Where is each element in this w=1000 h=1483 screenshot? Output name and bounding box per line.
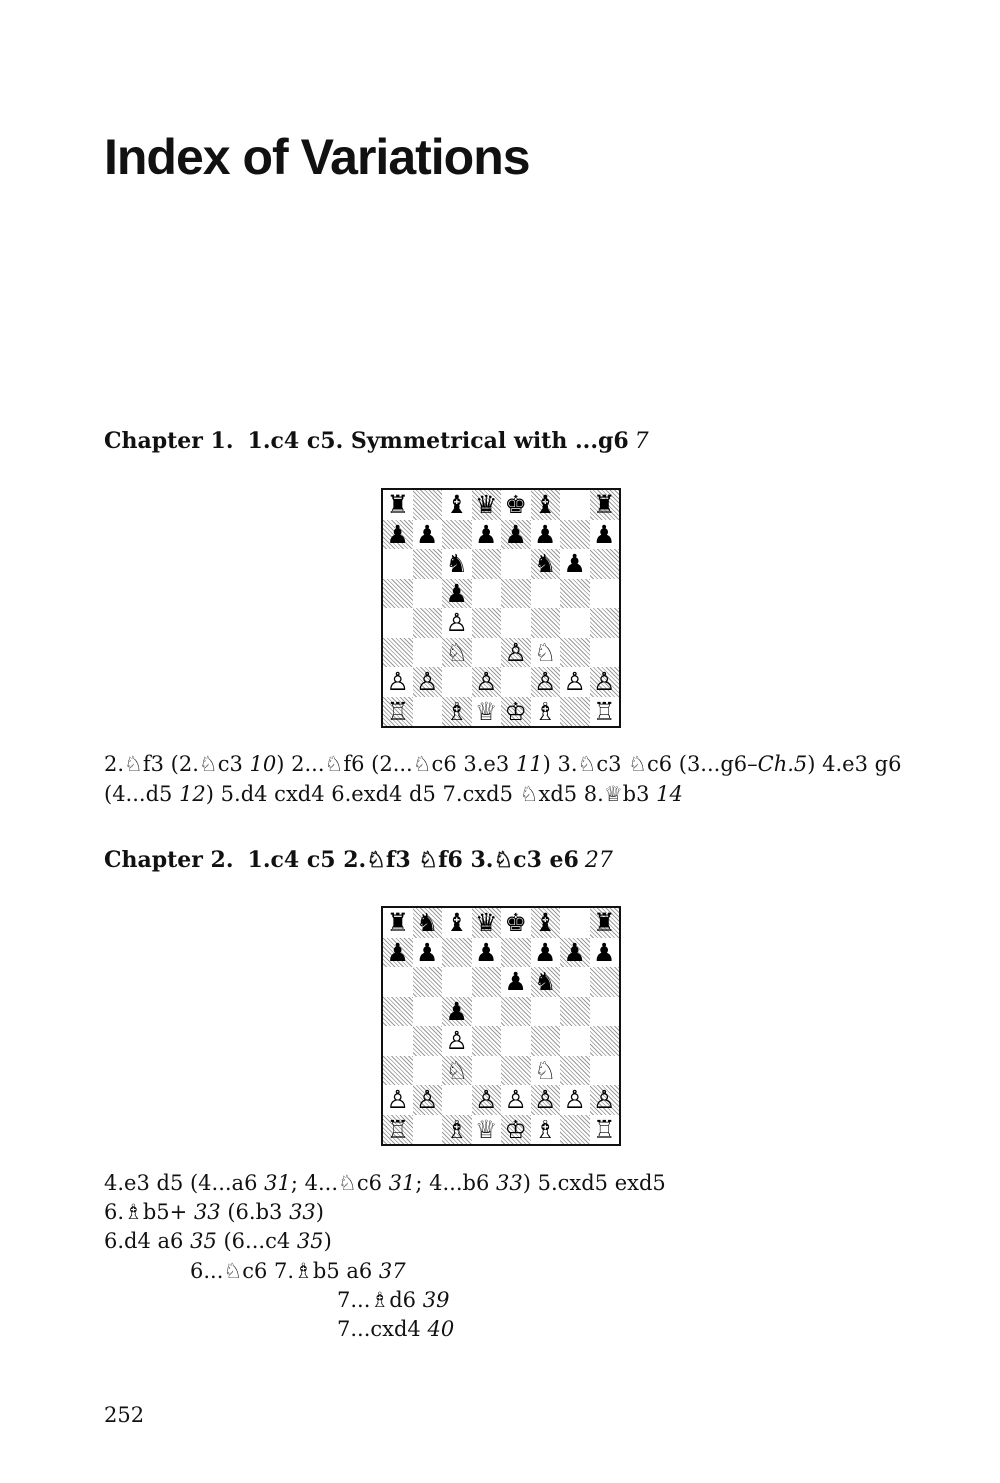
variation-line: 6...♘c6 7.♗b5 a6 37	[190, 1259, 406, 1283]
square-b8	[413, 908, 443, 938]
square-c2	[442, 1085, 472, 1115]
chess-piece-icon: ♟	[416, 937, 439, 967]
chess-piece-icon: ♔	[504, 1114, 527, 1144]
chess-piece-icon: ♙	[386, 667, 409, 697]
chess-piece-icon: ♞	[534, 967, 557, 997]
square-b2	[413, 1085, 443, 1115]
chess-piece-icon: ♜	[593, 490, 616, 520]
square-h6	[590, 967, 620, 997]
page-number: 252	[104, 1403, 145, 1427]
chess-piece-icon: ♞	[445, 549, 468, 579]
square-b4	[413, 1026, 443, 1056]
variation-line: 7...♗d6 39	[337, 1288, 450, 1312]
square-f1	[531, 1115, 561, 1145]
square-c8	[442, 490, 472, 520]
square-f5	[531, 579, 561, 609]
chess-piece-icon: ♜	[593, 908, 616, 938]
square-d5	[472, 997, 502, 1027]
chess-piece-icon: ♜	[386, 490, 409, 520]
square-h2	[590, 667, 620, 697]
chess-piece-icon: ♟	[475, 937, 498, 967]
chess-piece-icon: ♙	[416, 1085, 439, 1115]
square-b5	[413, 579, 443, 609]
square-d2	[472, 1085, 502, 1115]
chess-piece-icon: ♖	[386, 696, 409, 726]
square-d2	[472, 667, 502, 697]
square-b7	[413, 938, 443, 968]
square-g6	[560, 967, 590, 997]
chess-piece-icon: ♟	[475, 519, 498, 549]
chess-piece-icon: ♟	[593, 937, 616, 967]
chess-piece-icon: ♟	[386, 519, 409, 549]
chess-piece-icon: ♙	[445, 608, 468, 638]
chess-piece-icon: ♙	[504, 1085, 527, 1115]
square-a4	[383, 1026, 413, 1056]
chess-piece-icon: ♝	[445, 490, 468, 520]
square-f7	[531, 520, 561, 550]
variation-line: 2.♘f3 (2.♘c3 10) 2...♘f6 (2...♘c6 3.e3 11) 3.♘c3 ♘c6 (3...g6–Ch.5) 4.e3 g6	[104, 752, 902, 776]
chess-piece-icon: ♛	[475, 908, 498, 938]
square-g7	[560, 520, 590, 550]
chess-piece-icon: ♕	[475, 696, 498, 726]
square-f8	[531, 908, 561, 938]
square-g5	[560, 579, 590, 609]
chess-piece-icon: ♚	[504, 490, 527, 520]
chess-piece-icon: ♙	[534, 1085, 557, 1115]
square-b5	[413, 997, 443, 1027]
square-e6	[501, 549, 531, 579]
square-h2	[590, 1085, 620, 1115]
square-d8	[472, 490, 502, 520]
square-a5	[383, 997, 413, 1027]
chess-piece-icon: ♝	[534, 908, 557, 938]
square-g6	[560, 549, 590, 579]
square-e4	[501, 608, 531, 638]
square-e5	[501, 997, 531, 1027]
page-title: Index of Variations	[104, 129, 530, 185]
square-a4	[383, 608, 413, 638]
chapter-page: 27	[584, 848, 613, 873]
square-f3	[531, 1056, 561, 1086]
square-g7	[560, 938, 590, 968]
square-h5	[590, 579, 620, 609]
chess-piece-icon: ♘	[445, 637, 468, 667]
square-b2	[413, 667, 443, 697]
square-h5	[590, 997, 620, 1027]
chapter-label: Chapter 2.	[104, 847, 234, 873]
square-f3	[531, 638, 561, 668]
square-e2	[501, 667, 531, 697]
square-f5	[531, 997, 561, 1027]
square-h4	[590, 1026, 620, 1056]
chess-piece-icon: ♝	[445, 908, 468, 938]
square-h8	[590, 908, 620, 938]
chess-piece-icon: ♘	[445, 1055, 468, 1085]
chess-piece-icon: ♛	[475, 490, 498, 520]
variation-line: 6.♗b5+ 33 (6.b3 33)	[104, 1200, 324, 1224]
square-c6	[442, 549, 472, 579]
chess-piece-icon: ♟	[504, 967, 527, 997]
square-e8	[501, 908, 531, 938]
square-a1	[383, 697, 413, 727]
square-d3	[472, 638, 502, 668]
square-a1	[383, 1115, 413, 1145]
square-a2	[383, 1085, 413, 1115]
square-d6	[472, 549, 502, 579]
square-e7	[501, 520, 531, 550]
square-f6	[531, 549, 561, 579]
square-d6	[472, 967, 502, 997]
chess-piece-icon: ♙	[534, 667, 557, 697]
variation-line: 4.e3 d5 (4...a6 31; 4...♘c6 31; 4...b6 33) 5.cxd5 exd5	[104, 1171, 666, 1195]
square-g3	[560, 1056, 590, 1086]
square-e7	[501, 938, 531, 968]
square-b1	[413, 1115, 443, 1145]
square-d1	[472, 697, 502, 727]
square-e3	[501, 638, 531, 668]
chess-piece-icon: ♙	[475, 667, 498, 697]
chess-diagram-chapter-1	[381, 488, 621, 728]
square-d3	[472, 1056, 502, 1086]
square-g4	[560, 608, 590, 638]
chapter-title: 1.c4 c5. Symmetrical with ...g6	[247, 428, 629, 454]
chess-piece-icon: ♙	[504, 637, 527, 667]
square-e1	[501, 697, 531, 727]
chess-piece-icon: ♖	[593, 1114, 616, 1144]
chess-piece-icon: ♞	[416, 908, 439, 938]
square-g8	[560, 908, 590, 938]
square-g2	[560, 667, 590, 697]
square-d1	[472, 1115, 502, 1145]
square-g5	[560, 997, 590, 1027]
chess-piece-icon: ♗	[534, 696, 557, 726]
square-e8	[501, 490, 531, 520]
square-f6	[531, 967, 561, 997]
square-c6	[442, 967, 472, 997]
chess-piece-icon: ♟	[416, 519, 439, 549]
chapter-page: 7	[634, 429, 649, 454]
square-d4	[472, 1026, 502, 1056]
square-c7	[442, 938, 472, 968]
square-f7	[531, 938, 561, 968]
square-h4	[590, 608, 620, 638]
chess-piece-icon: ♙	[386, 1085, 409, 1115]
square-g1	[560, 1115, 590, 1145]
chess-piece-icon: ♙	[563, 1085, 586, 1115]
square-a8	[383, 908, 413, 938]
square-c3	[442, 638, 472, 668]
chess-piece-icon: ♕	[475, 1114, 498, 1144]
variation-line: 7...cxd4 40	[337, 1317, 455, 1341]
square-e4	[501, 1026, 531, 1056]
chess-piece-icon: ♟	[534, 519, 557, 549]
square-a3	[383, 1056, 413, 1086]
square-g8	[560, 490, 590, 520]
chapter-1-heading	[104, 428, 649, 454]
chess-piece-icon: ♗	[534, 1114, 557, 1144]
square-c4	[442, 608, 472, 638]
chess-piece-icon: ♙	[563, 667, 586, 697]
chess-piece-icon: ♖	[386, 1114, 409, 1144]
square-a7	[383, 938, 413, 968]
square-a6	[383, 967, 413, 997]
chess-piece-icon: ♙	[475, 1085, 498, 1115]
chess-piece-icon: ♟	[445, 578, 468, 608]
square-b1	[413, 697, 443, 727]
chess-piece-icon: ♟	[593, 519, 616, 549]
chess-diagram-chapter-2	[381, 906, 621, 1146]
square-e3	[501, 1056, 531, 1086]
square-a5	[383, 579, 413, 609]
chess-piece-icon: ♟	[534, 937, 557, 967]
chess-piece-icon: ♔	[504, 696, 527, 726]
square-f4	[531, 1026, 561, 1056]
chess-piece-icon: ♞	[534, 549, 557, 579]
square-e2	[501, 1085, 531, 1115]
chess-piece-icon: ♟	[563, 549, 586, 579]
square-h8	[590, 490, 620, 520]
variation-line: 6.d4 a6 35 (6...c4 35)	[104, 1229, 332, 1253]
square-g3	[560, 638, 590, 668]
chess-piece-icon: ♖	[593, 696, 616, 726]
square-h6	[590, 549, 620, 579]
square-f4	[531, 608, 561, 638]
chess-piece-icon: ♟	[504, 519, 527, 549]
square-b3	[413, 638, 443, 668]
square-h3	[590, 1056, 620, 1086]
square-g2	[560, 1085, 590, 1115]
square-d7	[472, 520, 502, 550]
square-c3	[442, 1056, 472, 1086]
square-a2	[383, 667, 413, 697]
chess-piece-icon: ♗	[445, 696, 468, 726]
chess-piece-icon: ♙	[416, 667, 439, 697]
square-b8	[413, 490, 443, 520]
chess-piece-icon: ♙	[593, 1085, 616, 1115]
chess-piece-icon: ♟	[563, 937, 586, 967]
square-c8	[442, 908, 472, 938]
square-h7	[590, 938, 620, 968]
square-c2	[442, 667, 472, 697]
square-d8	[472, 908, 502, 938]
square-c4	[442, 1026, 472, 1056]
chess-piece-icon: ♘	[534, 637, 557, 667]
chess-piece-icon: ♗	[445, 1114, 468, 1144]
chess-piece-icon: ♚	[504, 908, 527, 938]
chess-piece-icon: ♙	[445, 1026, 468, 1056]
square-a6	[383, 549, 413, 579]
chess-piece-icon: ♙	[593, 667, 616, 697]
square-h1	[590, 697, 620, 727]
square-d5	[472, 579, 502, 609]
square-b6	[413, 967, 443, 997]
chess-piece-icon: ♘	[534, 1055, 557, 1085]
square-d7	[472, 938, 502, 968]
square-b4	[413, 608, 443, 638]
square-e1	[501, 1115, 531, 1145]
square-h3	[590, 638, 620, 668]
square-b3	[413, 1056, 443, 1086]
square-c5	[442, 997, 472, 1027]
square-b6	[413, 549, 443, 579]
chapter-label: Chapter 1.	[104, 428, 234, 454]
square-f8	[531, 490, 561, 520]
square-e5	[501, 579, 531, 609]
square-f2	[531, 1085, 561, 1115]
square-g4	[560, 1026, 590, 1056]
chapter-2-heading	[104, 847, 613, 873]
square-c1	[442, 697, 472, 727]
square-g1	[560, 697, 590, 727]
chess-piece-icon: ♜	[386, 908, 409, 938]
square-c5	[442, 579, 472, 609]
variation-line: (4...d5 12) 5.d4 cxd4 6.exd4 d5 7.cxd5 ♘xd5 8.♕b3 14	[104, 782, 683, 806]
chapter-title: 1.c4 c5 2.♘f3 ♘f6 3.♘c3 e6	[247, 847, 579, 873]
chess-piece-icon: ♟	[445, 996, 468, 1026]
square-c1	[442, 1115, 472, 1145]
square-h7	[590, 520, 620, 550]
square-f1	[531, 697, 561, 727]
square-a3	[383, 638, 413, 668]
square-a8	[383, 490, 413, 520]
square-e6	[501, 967, 531, 997]
square-f2	[531, 667, 561, 697]
square-c7	[442, 520, 472, 550]
square-a7	[383, 520, 413, 550]
chess-piece-icon: ♟	[386, 937, 409, 967]
square-b7	[413, 520, 443, 550]
chess-piece-icon: ♝	[534, 490, 557, 520]
square-d4	[472, 608, 502, 638]
square-h1	[590, 1115, 620, 1145]
